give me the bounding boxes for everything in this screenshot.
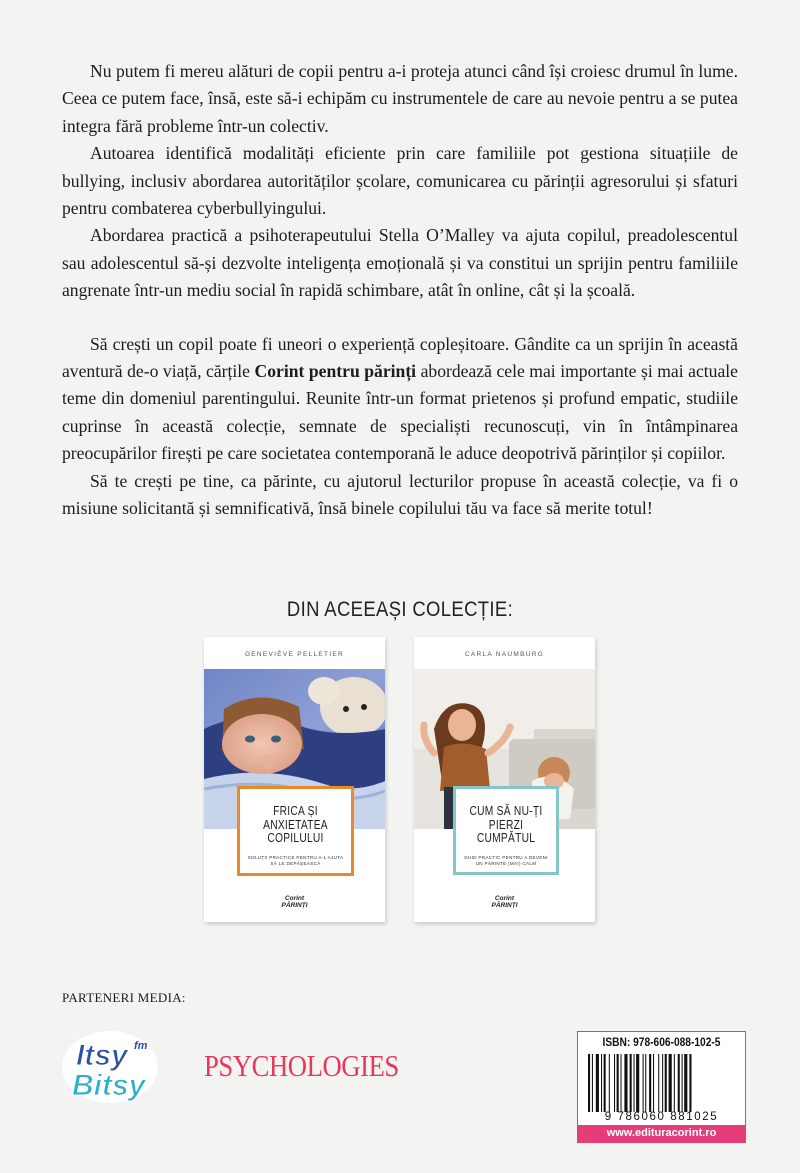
book-author: GENEVIÈVE PELLETIER [244,651,345,658]
isbn-barcode-box [577,1031,746,1143]
book-title: CUM SĂ NU-ȚI PIERZI CUMPĂTUL [469,804,543,845]
back-cover-text [62,58,738,523]
itsy-text: Itsy [76,1039,128,1072]
itsy-fm-text: fm [134,1040,148,1052]
series-text-before: Să crești un copil poate fi uneori o experiență copleșitoare. Gândite ca un sprijin în această aventură de-o viață, cărțile [62,333,738,382]
collection-title: DIN ACEEAȘI COLECȚIE: [286,598,514,621]
publisher-website: www.edituracorint.ro [578,1125,745,1142]
book-subtitle: GHID PRACTIC PENTRU A DEVENI UN PĂRINTE (MAI) CALM [464,854,548,866]
publisher-name: Corint [284,895,305,902]
book-title-box [237,786,354,876]
publisher-logo [204,895,385,909]
series-paragraph-2: Să te crești pe tine, ca părinte, cu ajutorul lecturilor propuse în această colecție, va fi o misiune solicitantă și semnificativă, însă binele copilului tău va face să merite totul! [62,470,738,519]
book-cover-cumpatul [414,637,595,922]
series-paragraph-1 [62,331,738,468]
book-author: CARLA NAUMBURG [464,651,545,658]
publisher-logo [414,895,595,909]
publisher-series: PĂRINȚI [491,902,518,909]
barcode-icon [586,1054,736,1112]
description-paragraph-2: Autoarea identifică modalități eficiente prin care familiile pot gestiona situațiile de bullying, inclusiv abordarea autorităților școlare, comunicarea cu părinții agresorului și sfaturi pentru combaterea cyberbullyingului. [62,143,738,219]
book-title: FRICA ȘI ANXIETATEA COPILULUI [263,804,328,845]
series-name: Corint pentru părinți [254,361,417,382]
itsy-bitsy-logo [60,1029,160,1105]
book-subtitle: SOLUȚII PRACTICE PENTRU A-L AJUTA SĂ LE DEPĂȘEASCĂ [247,854,344,866]
publisher-series: PĂRINȚI [281,902,308,909]
publisher-name: Corint [494,895,515,902]
psychologies-logo: PSYCHOLOGIES [204,1048,399,1083]
description-paragraph-1: Nu putem fi mereu alături de copii pentru a-i proteja atunci când își croiesc drumul în lume. Ceea ce putem face, însă, este să-i echipăm cu instrumentele de care au nevoie pentru a se putea integra fără probleme într-un colectiv. [62,61,738,136]
book-cover-frica [204,637,385,922]
isbn-label: ISBN: 978-606-088-102-5 [602,1035,721,1049]
bitsy-text: Bitsy [72,1069,146,1102]
description-paragraph-3: Abordarea practică a psihoterapeutului Stella O’Malley va ajuta copilul, preadolescentul sau adolescentul să-și dezvolte inteligența emoțională și va constitui un sprijin pentru familiile angrenate într-un mediu social în rapidă schimbare, atât în online, cât și la școală. [62,225,738,301]
series-text-after: abordează cele mai importante și mai actuale teme din domeniul parentingului. Reunite într-un format prietenos și profund empatic, studiile cuprinse în această colecție, semnate de specialiști recunoscuți, vin în întâmpinarea preocupărilor firești pe care societatea contemporană le aduce deopotrivă părinților și copiilor. [62,361,738,464]
partners-label: PARTENERI MEDIA: [62,990,186,1005]
barcode-digits: 9 786060 881025 [604,1111,719,1123]
book-title-box [453,786,559,875]
